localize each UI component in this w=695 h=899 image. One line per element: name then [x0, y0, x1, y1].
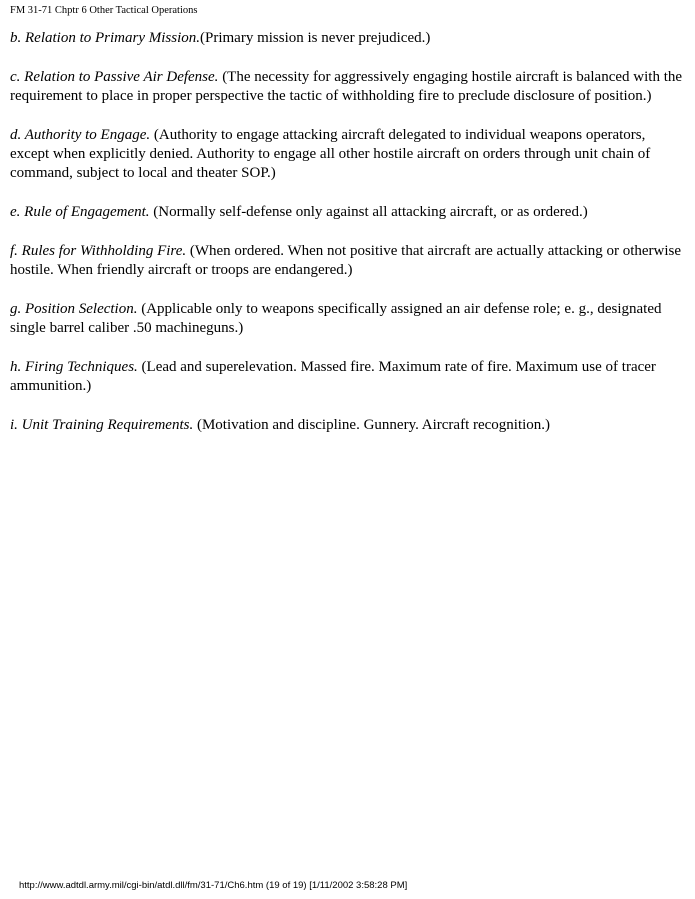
paragraph-term: f. Rules for Withholding Fire. [10, 243, 187, 259]
paragraph-term: b. Relation to Primary Mission. [10, 30, 200, 46]
page-header: FM 31-71 Chptr 6 Other Tactical Operations [10, 5, 198, 16]
paragraph-authority-to-engage [10, 126, 686, 183]
paragraph-unit-training-requirements [10, 416, 686, 435]
paragraph-firing-techniques [10, 358, 686, 396]
paragraph-term: d. Authority to Engage. [10, 127, 151, 143]
paragraph-text: (When ordered. When not positive that aircraft are actually attacking or otherwise hostile. When friendly aircraft or troops are endangered.) [10, 243, 682, 278]
paragraph-text: (The necessity for aggressively engaging hostile aircraft is balanced with the requirement to place in proper perspective the tactic of withholding fire to preclude disclosure of position.) [10, 69, 683, 104]
paragraph-text: (Lead and superelevation. Massed fire. Maximum rate of fire. Maximum use of tracer ammunition.) [10, 359, 656, 394]
paragraph-text: (Motivation and discipline. Gunnery. Aircraft recognition.) [193, 417, 551, 433]
paragraph-term: c. Relation to Passive Air Defense. [10, 69, 219, 85]
paragraph-relation-to-passive-air-defense [10, 68, 686, 106]
paragraph-position-selection [10, 300, 686, 338]
paragraph-term: h. Firing Techniques. [10, 359, 138, 375]
paragraph-term: e. Rule of Engagement. [10, 204, 150, 220]
paragraph-relation-to-primary-mission [10, 29, 686, 48]
document-body [10, 29, 686, 455]
paragraph-term: i. Unit Training Requirements. [10, 417, 194, 433]
paragraph-text: (Primary mission is never prejudiced.) [200, 30, 431, 46]
paragraph-rules-for-withholding-fire [10, 242, 686, 280]
paragraph-text: (Applicable only to weapons specifically assigned an air defense role; e. g., designated single barrel caliber .50 machineguns.) [10, 301, 662, 336]
page-footer-url: http://www.adtdl.army.mil/cgi-bin/atdl.dll/fm/31-71/Ch6.htm (19 of 19) [1/11/2002 3:58:28 PM] [19, 880, 408, 891]
paragraph-text: (Normally self-defense only against all attacking aircraft, or as ordered.) [149, 204, 588, 220]
paragraph-text: (Authority to engage attacking aircraft delegated to individual weapons operators, except when explicitly denied. Authority to engage all other hostile aircraft on orders through unit chain of command, subject to local and theater SOP.) [10, 127, 651, 181]
paragraph-rule-of-engagement [10, 203, 686, 222]
paragraph-term: g. Position Selection. [10, 301, 138, 317]
